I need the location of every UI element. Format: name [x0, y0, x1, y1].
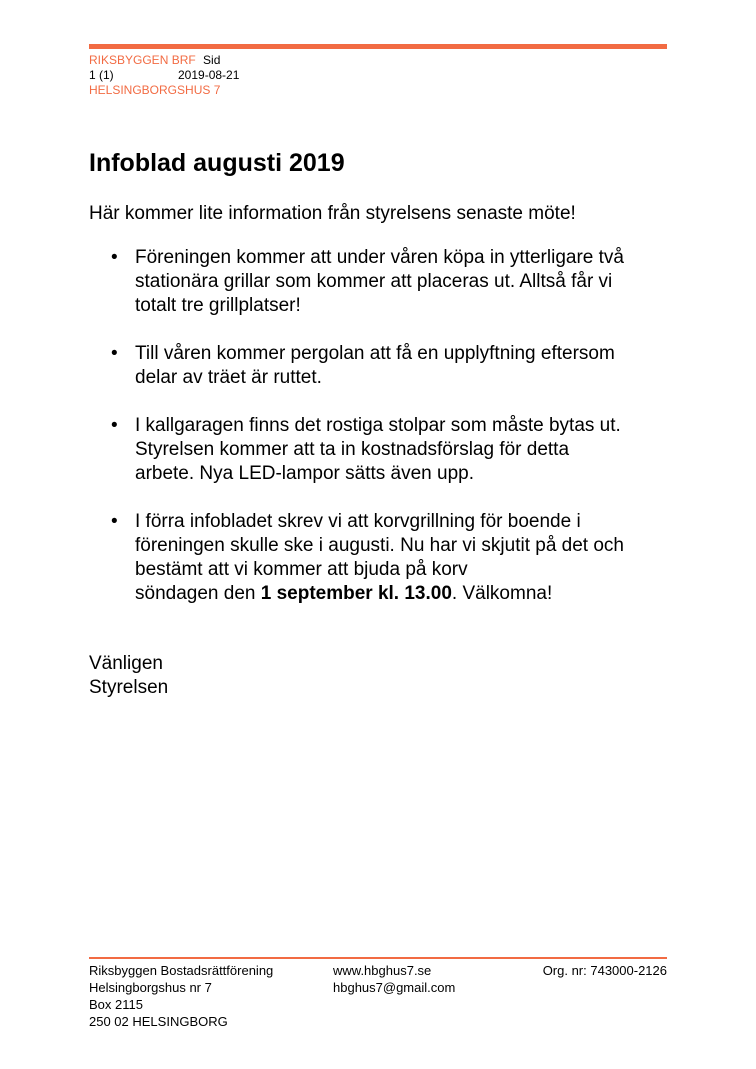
closing: [89, 652, 168, 700]
header-line-1: [89, 53, 220, 67]
footer-website: www.hbghus7.se: [333, 963, 432, 978]
list-item: [89, 246, 669, 318]
footer-contact: [333, 962, 455, 996]
page-number: 1 (1): [89, 68, 114, 82]
footer-org-subname: Helsingborgshus nr 7: [89, 980, 212, 995]
list-item-line: delar av träet är ruttet.: [135, 367, 322, 388]
closing-signature: Styrelsen: [89, 677, 169, 698]
list-item-line: arbete. Nya LED-lampor sätts även upp.: [135, 463, 475, 484]
list-item-line: • Föreningen kommer att under våren köpa in ytterligare två: [135, 247, 624, 268]
event-prefix: söndagen den: [135, 583, 261, 604]
footer-rule: [89, 957, 667, 959]
footer-email: hbghus7@gmail.com: [333, 980, 456, 995]
list-item-line: [135, 582, 669, 606]
list-item-line: Styrelsen kommer att ta in kostnadsförslag för detta: [135, 439, 570, 460]
list-item-line: • Till våren kommer pergolan att få en upplyftning eftersom: [135, 343, 615, 364]
footer-org-name: Riksbyggen Bostadsrättförening: [89, 963, 274, 978]
event-datetime: 1 september kl. 13.00: [260, 583, 452, 604]
list-item: [89, 510, 669, 606]
footer-address: [89, 962, 273, 1030]
list-item: [89, 342, 669, 390]
page-title: Infoblad augusti 2019: [89, 149, 345, 177]
company-name: RIKSBYGGEN BRF: [89, 53, 196, 67]
header-rule: [89, 44, 667, 49]
info-list: [89, 246, 669, 606]
closing-greeting: Vänligen: [89, 653, 163, 674]
intro-text: Här kommer lite information från styrelsens senaste möte!: [89, 203, 576, 224]
list-item: [89, 414, 669, 486]
footer-box: Box 2115: [89, 997, 143, 1012]
footer-org-nr: Org. nr: 743000-2126: [542, 963, 667, 978]
sid-label: Sid: [203, 53, 221, 67]
list-item-line: totalt tre grillplatser!: [135, 295, 301, 316]
list-item-line: • I kallgaragen finns det rostiga stolpar som måste bytas ut.: [135, 415, 621, 436]
list-item-line: • I förra infobladet skrev vi att korvgrillning för boende i: [135, 511, 581, 532]
document-date: 2019-08-21: [178, 68, 240, 82]
association-name: HELSINGBORGSHUS 7: [89, 83, 221, 97]
list-item-line: föreningen skulle ske i augusti. Nu har vi skjutit på det och: [135, 535, 624, 556]
footer-postal: 250 02 HELSINGBORG: [89, 1014, 228, 1029]
event-suffix: . Välkomna!: [451, 583, 553, 604]
list-item-line: stationära grillar som kommer att placeras ut. Alltså får vi: [135, 271, 613, 292]
list-item-line: bestämt att vi kommer att bjuda på korv: [135, 559, 468, 580]
